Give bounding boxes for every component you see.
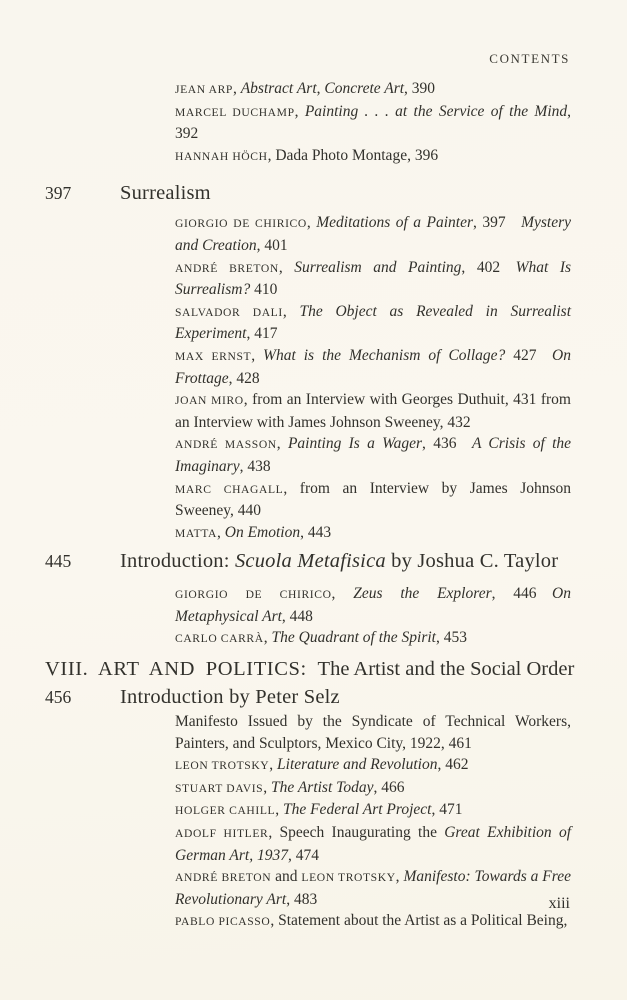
entry-text: ,: [251, 346, 264, 364]
table-of-contents: [45, 78, 575, 933]
entry-text: ,: [278, 258, 295, 276]
part-heading-caps: VIII. ART AND POLITICS:: [45, 658, 318, 681]
entry-text: , 397: [472, 214, 522, 232]
entry-text: ,: [282, 302, 300, 320]
toc-entry: [175, 345, 571, 389]
entry-text: ,: [294, 102, 305, 120]
author-name: HANNAH HÖCH: [175, 149, 268, 163]
work-title: Zeus the Explorer: [353, 585, 492, 603]
author-name: MARCEL DUCHAMP: [175, 105, 295, 119]
work-title: Mystery and Creation: [175, 214, 572, 254]
toc-entry: [175, 212, 571, 256]
toc-entry: [175, 78, 571, 101]
work-title: On Emotion: [224, 523, 301, 541]
entry-text: , 453: [435, 629, 467, 647]
entry-text: , 390: [404, 80, 436, 97]
author-name: GIORGIO DE CHIRICO: [175, 588, 332, 602]
toc-entry: [175, 257, 571, 301]
toc-entry: [175, 478, 571, 522]
entry-group: [175, 711, 571, 933]
entry-text: , Statement about the Artist as a Political Being,: [270, 912, 568, 930]
author-name: STUART DAVIS: [175, 781, 264, 795]
entry-text: , 446: [491, 585, 553, 603]
work-title: The Federal Art Project: [282, 801, 432, 819]
toc-entry: [175, 301, 571, 345]
entry-text: The Artist and the Social Order: [317, 658, 575, 681]
entry-text: 410: [250, 281, 278, 299]
work-title: What is the Mechanism of Collage?: [263, 346, 506, 364]
toc-entry: [175, 522, 571, 545]
work-title: Abstract Art: [240, 80, 317, 97]
author-name: SALVADOR DALI: [175, 305, 283, 319]
work-title: Surrealism and Painting: [294, 258, 462, 276]
author-name: JEAN ARP: [175, 83, 233, 96]
entry-text: , Speech Inaugurating the: [268, 824, 445, 842]
entry-text: , 462: [437, 756, 469, 774]
work-title: Literature and Revolution: [277, 756, 438, 774]
section-title: [120, 684, 340, 711]
entry-text: ,: [331, 585, 354, 603]
toc-entry: [175, 799, 571, 822]
entry-text: ,: [263, 778, 271, 796]
author-name: JOAN MIRO: [175, 394, 244, 408]
work-title: Great Exhibition of German Art, 1937: [175, 824, 571, 864]
author-name: MARC CHAGALL: [175, 482, 284, 496]
work-title: Painting . . . at the Service of the Mind: [304, 102, 568, 120]
entry-group: [175, 78, 571, 167]
author-name: ADOLF HITLER: [175, 827, 269, 841]
section-title: [120, 548, 558, 575]
entry-text: , from an Interview with Georges Duthuit, 431 from an Interview with James Johnson Sweeney, 432: [175, 391, 571, 431]
entry-text: ,: [275, 801, 283, 819]
author-name: MAX ERNST: [175, 349, 252, 363]
work-title: On Frottage: [175, 346, 571, 387]
running-head: CONTENTS: [489, 51, 570, 66]
entry-text: ,: [263, 629, 272, 647]
author-name: ANDRÉ BRETON: [175, 871, 272, 885]
toc-entry: [175, 101, 571, 145]
entry-text: , 417: [246, 325, 278, 343]
entry-text: ,: [316, 80, 325, 97]
folio-page-number: xiii: [548, 895, 570, 912]
toc-entry: [175, 866, 571, 910]
entry-group: [175, 583, 571, 650]
entry-text: , 436: [422, 435, 472, 453]
author-name: ANDRÉ MASSON: [175, 438, 277, 452]
author-name: LEON TROTSKY: [175, 759, 270, 773]
part-heading: [45, 656, 575, 683]
section-page-number: 456: [45, 687, 72, 708]
entry-text: Manifesto Issued by the Syndicate of Technical Workers, Painters, and Sculptors, Mexico City, 1922, 461: [175, 713, 571, 752]
work-title: Painting Is a Wager: [287, 435, 423, 453]
work-title: A Crisis of the Imaginary: [175, 435, 572, 475]
work-title: Manifesto: Towards a Free Revolutionary Art: [175, 868, 571, 908]
entry-text: ,: [276, 435, 288, 453]
entry-text: Introduction:: [120, 550, 235, 573]
author-name: MATTA: [175, 526, 218, 540]
toc-entry: [175, 822, 571, 866]
work-title: The Quadrant of the Spirit: [271, 629, 436, 647]
section-page-number: 397: [45, 183, 72, 204]
toc-entry: [175, 389, 571, 433]
entry-text: ,: [395, 868, 404, 886]
entry-text: , Dada Photo Montage, 396: [267, 146, 439, 164]
toc-entry: [175, 754, 571, 777]
author-name: GIORGIO DE CHIRICO: [175, 217, 307, 231]
author-name: CARLO CARRÀ: [175, 632, 264, 646]
entry-text: ,: [306, 214, 317, 232]
toc-entry: [175, 910, 571, 933]
author-name: LEON TROTSKY: [301, 871, 396, 885]
entry-text: ,: [232, 80, 241, 97]
toc-entry: [175, 711, 571, 754]
work-title: On Metaphysical Art: [175, 585, 571, 625]
toc-entry: [175, 583, 571, 627]
entry-text: , 402: [461, 258, 516, 276]
entry-text: , from an Interview by James Johnson Sweeney, 440: [175, 479, 572, 520]
author-name: HOLGER CAHILL: [175, 804, 276, 818]
entry-text: , 474: [287, 846, 319, 864]
toc-section-row: [45, 180, 570, 207]
work-title: Concrete Art: [324, 80, 405, 97]
entry-group: [175, 212, 571, 544]
entry-text: , 401: [256, 236, 288, 254]
entry-text: , 443: [300, 523, 332, 541]
entry-text: Introduction by Peter Selz: [120, 686, 340, 709]
entry-text: , 483: [286, 890, 318, 908]
entry-text: Surrealism: [120, 182, 211, 205]
author-name: ANDRÉ BRETON: [175, 261, 279, 275]
work-title: The Object as Revealed in Surrealist Experiment: [175, 302, 572, 343]
work-title: What Is Surrealism?: [175, 258, 572, 299]
toc-section-row: [45, 548, 570, 575]
section-page-number: 445: [45, 551, 72, 572]
entry-text: and: [271, 868, 302, 886]
work-title: Scuola Metafisica: [234, 550, 386, 573]
toc-entry: [175, 433, 571, 477]
entry-text: , 438: [239, 457, 271, 475]
entry-text: , 471: [431, 801, 463, 819]
author-name: PABLO PICASSO: [175, 915, 271, 929]
entry-text: , 428: [228, 369, 260, 387]
entry-text: , 448: [281, 607, 313, 625]
entry-text: , 466: [373, 778, 405, 796]
section-title: [120, 180, 211, 207]
entry-text: 427: [505, 346, 553, 364]
entry-text: , 392: [175, 102, 572, 143]
entry-text: ,: [269, 756, 278, 774]
toc-section-row: [45, 684, 570, 711]
work-title: The Artist Today: [270, 778, 374, 796]
work-title: Meditations of a Painter: [316, 214, 473, 232]
toc-entry: [175, 777, 571, 800]
entry-text: by Joshua C. Taylor: [385, 550, 559, 573]
toc-entry: [175, 627, 571, 650]
toc-entry: [175, 145, 571, 168]
entry-text: ,: [217, 523, 225, 541]
